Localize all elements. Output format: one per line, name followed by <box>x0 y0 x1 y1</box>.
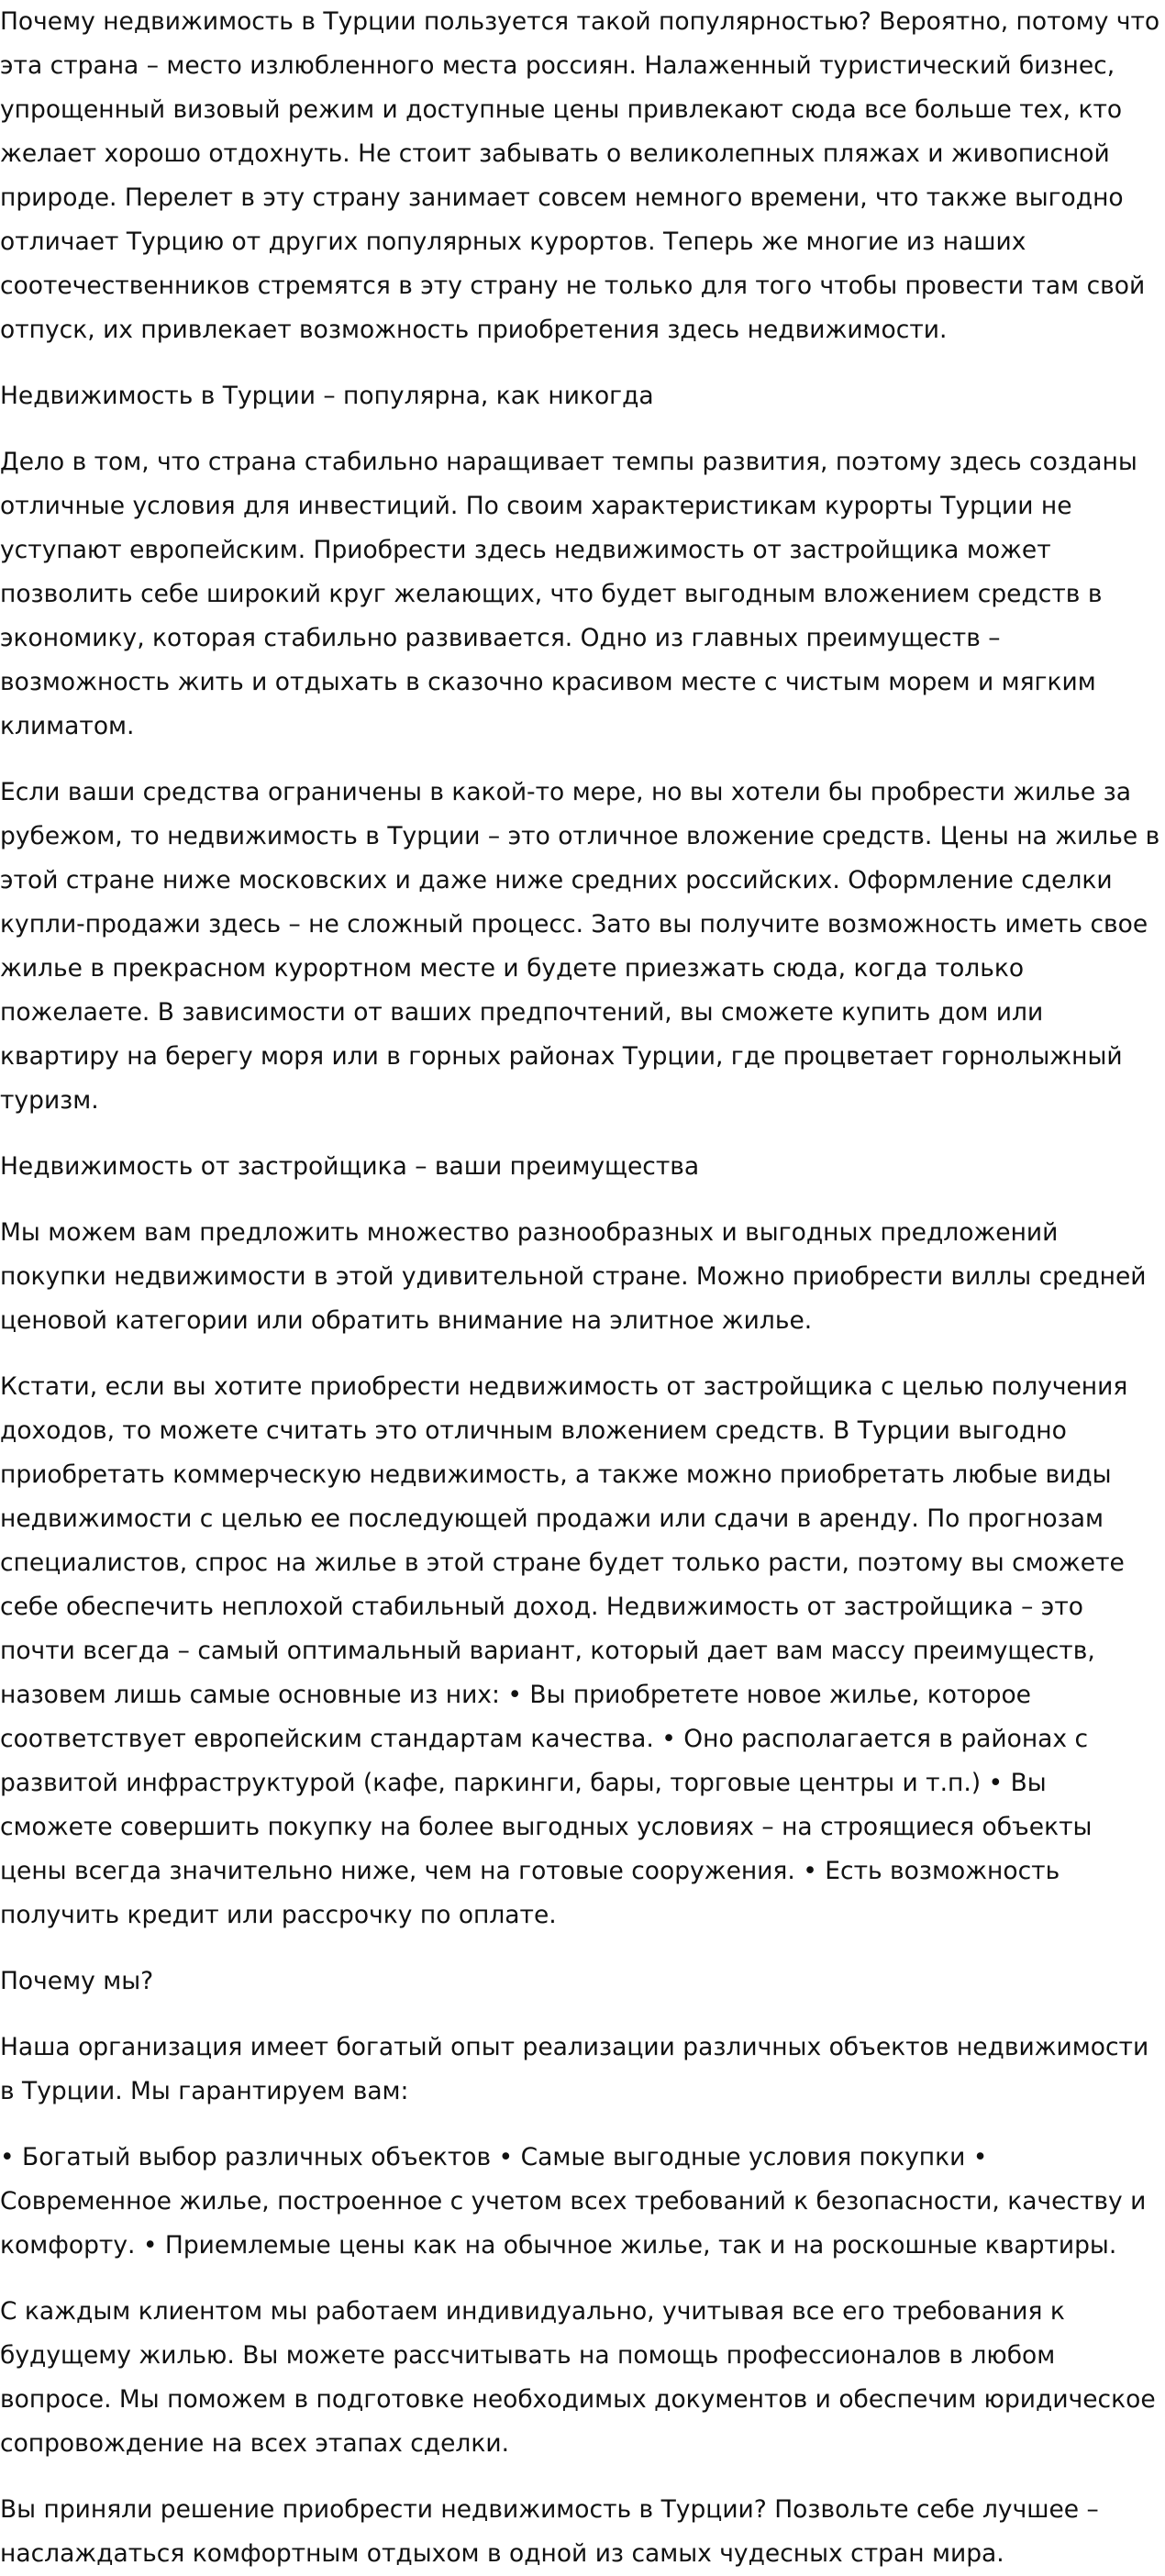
subheading-popular: Недвижимость в Турции – популярна, как никогда <box>0 382 654 410</box>
paragraph-intro: Почему недвижимость в Турции пользуется такой популярностью? Вероятно, потому что эта страна – место излюбленного места россиян. Налаженный туристический бизнес, упрощенный визовый режим и доступные цены привлекают сюда все больше тех, кто желает хорошо отдохнуть. Не стоит забывать о великолепных пляжах и живописной природе. Перелет в эту страну занимает совсем немного времени, что также выгодно отличает Турцию от других популярных курортов. Теперь же многие из наших соотечественников стремятся в эту страну не только для того чтобы провести там свой отпуск, их привлекает возможность приобретения здесь недвижимости. <box>0 7 1160 344</box>
paragraph-experience: Наша организация имеет богатый опыт реализации различных объектов недвижимости в Турции. Мы гарантируем вам: <box>0 2033 1149 2105</box>
paragraph-income: Кстати, если вы хотите приобрести недвижимость от застройщика с целью получения доходов, то можете считать это отличным вложением средств. В Турции выгодно приобретать коммерческую недвижимость, а также можно приобретать любые виды недвижимости с целью ее последующей продажи или сдачи в аренду. По прогнозам специалистов, спрос на жилье в этой стране будет только расти, поэтому вы сможете себе обеспечить неплохой стабильный доход. Недвижимость от застройщика – это почти всегда – самый оптимальный вариант, который дает вам массу преимуществ, назовем лишь самые основные из них: • Вы приобретете новое жилье, которое соответствует европейским стандартам качества. • Оно располагается в районах с развитой инфраструктурой (кафе, паркинги, бары, торговые центры и т.п.) • Вы сможете совершить покупку на более выгодных условиях – на строящиеся объекты цены всегда значительно ниже, чем на готовые сооружения. • Есть возможность получить кредит или рассрочку по оплате. <box>0 1372 1128 1929</box>
subheading-why-us: Почему мы? <box>0 1967 154 1995</box>
paragraph-offers: Мы можем вам предложить множество разнообразных и выгодных предложений покупки недвижимости в этой удивительной стране. Можно приобрести виллы средней ценовой категории или обратить внимание на элитное жилье. <box>0 1218 1147 1335</box>
paragraph-individual: С каждым клиентом мы работаем индивидуально, учитывая все его требования к будущему жилью. Вы можете рассчитывать на помощь профессионалов в любом вопросе. Мы поможем в подготовке необходимых документов и обеспечим юридическое сопровождение на всех этапах сделки. <box>0 2297 1156 2458</box>
paragraph-closing: Вы приняли решение приобрести недвижимость в Турции? Позвольте себе лучшее – наслаждаться комфортным отдыхом в одной из самых чудесных стран мира. <box>0 2495 1099 2568</box>
paragraph-guarantees: • Богатый выбор различных объектов • Самые выгодные условия покупки • Современное жилье, построенное с учетом всех требований к безопасности, качеству и комфорту. • Приемлемые цены как на обычное жилье, так и на роскошные квартиры. <box>0 2143 1147 2260</box>
subheading-developer-advantages: Недвижимость от застройщика – ваши преимущества <box>0 1152 700 1181</box>
paragraph-prices: Если ваши средства ограничены в какой-то мере, но вы хотели бы пробрести жилье за рубежом, то недвижимость в Турции – это отличное вложение средств. Цены на жилье в этой стране ниже московских и даже ниже средних российских. Оформление сделки купли-продажи здесь – не сложный процесс. Зато вы получите возможность иметь свое жилье в прекрасном курортном месте и будете приезжать сюда, когда только пожелаете. В зависимости от ваших предпочтений, вы сможете купить дом или квартиру на берегу моря или в горных районах Турции, где процветает горнолыжный туризм. <box>0 778 1160 1115</box>
paragraph-investment: Дело в том, что страна стабильно наращивает темпы развития, поэтому здесь созданы отличные условия для инвестиций. По своим характеристикам курорты Турции не уступают европейским. Приобрести здесь недвижимость от застройщика может позволить себе широкий круг желающих, что будет выгодным вложением средств в экономику, которая стабильно развивается. Одно из главных преимуществ – возможность жить и отдыхать в сказочно красивом месте с чистым морем и мягким климатом. <box>0 448 1137 740</box>
